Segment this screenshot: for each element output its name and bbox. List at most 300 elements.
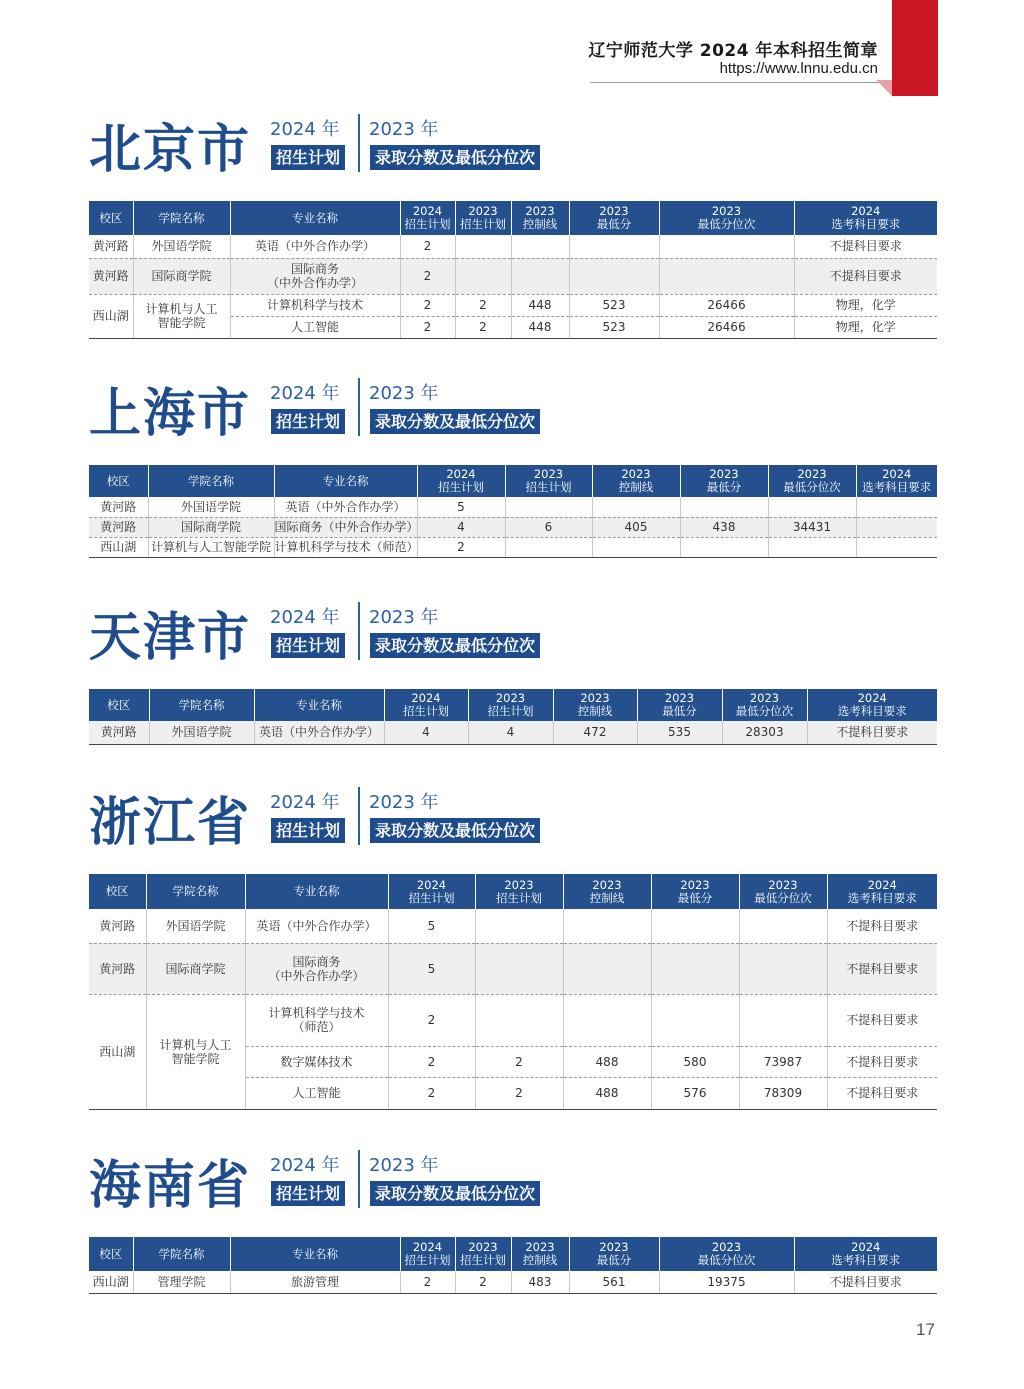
- year-2024-label: 2024 年: [270, 383, 340, 404]
- plan-2023-cell: [455, 235, 511, 258]
- year-2023-label: 2023 年: [369, 607, 439, 628]
- col-header-line: 控制线: [577, 704, 613, 718]
- control-line-cell: 448: [511, 316, 569, 338]
- section-beijing: [89, 119, 937, 334]
- plan-badge: 招生计划: [271, 818, 345, 843]
- year-divider: [358, 602, 360, 660]
- subject-requirement-cell: 不提科目要求: [827, 909, 937, 943]
- col-header-line: 2024: [412, 204, 443, 218]
- cell-line: （中外合作办学）: [266, 276, 363, 290]
- col-header-line: 2023: [468, 204, 498, 218]
- control-line-cell: 483: [511, 1271, 569, 1293]
- college-cell: 外国语学院: [133, 235, 230, 258]
- section-heading: [89, 384, 937, 444]
- cell-line: 国际商务: [290, 262, 339, 276]
- table-row: [89, 235, 937, 258]
- subject-requirement-cell: 不提科目要求: [827, 1046, 937, 1077]
- table-row: [89, 909, 937, 943]
- col-header-campus: 校区: [89, 689, 149, 721]
- cell-line: 计算机科学与技术: [268, 1006, 365, 1020]
- min-rank-cell: 26466: [659, 294, 794, 316]
- col-header-line: 2024: [412, 1240, 443, 1254]
- cell-line: 国际商务: [292, 954, 341, 969]
- college-cell: 外国语学院: [148, 497, 274, 517]
- col-header-control: [592, 465, 680, 497]
- control-line-cell: [511, 258, 569, 294]
- table-row: [89, 537, 937, 557]
- col-header-campus: 校区: [89, 465, 148, 497]
- table-row: [89, 1271, 937, 1293]
- col-header-line: 控制线: [522, 1253, 558, 1267]
- col-header-line: 2023: [599, 1240, 629, 1254]
- cell-line: 智能学院: [157, 316, 206, 330]
- col-header-line: 2023: [621, 467, 651, 481]
- major-cell: 计算机科学与技术（师范）: [274, 537, 417, 557]
- plan-2023-cell: 2: [455, 316, 511, 338]
- col-header-line: 2023: [664, 691, 695, 705]
- major-cell: [245, 994, 388, 1046]
- section-heading: [89, 793, 937, 853]
- col-header-line: 最低分位次: [754, 890, 812, 905]
- col-header-college: 学院名称: [146, 874, 245, 909]
- col-header-plan2024: [400, 1237, 455, 1271]
- col-header-line: 控制线: [589, 890, 625, 905]
- major-cell: 英语（中外合作办学）: [254, 721, 384, 744]
- col-header-college: 学院名称: [149, 689, 254, 721]
- col-header-plan2024: [388, 874, 475, 909]
- admissions-table: [89, 465, 937, 558]
- plan-badge: 招生计划: [271, 633, 345, 658]
- col-header-line: 招生计划: [460, 1253, 506, 1267]
- col-header-minrank: [768, 465, 856, 497]
- col-header-req: [827, 874, 937, 909]
- college-cell: [146, 994, 245, 1109]
- control-line-cell: 448: [511, 294, 569, 316]
- major-cell: 人工智能: [230, 316, 400, 338]
- major-cell: 数字媒体技术: [245, 1046, 388, 1077]
- plan-2024-cell: 2: [417, 537, 505, 557]
- campus-cell: 黄河路: [89, 497, 148, 517]
- section-zhejiang: [89, 792, 937, 1100]
- cell-line: 计算机与人工: [159, 1037, 232, 1052]
- campus-cell: 黄河路: [89, 909, 146, 943]
- col-header-line: 最低分: [596, 1253, 632, 1267]
- col-header-line: 选考科目要求: [847, 890, 917, 905]
- scores-badge: 录取分数及最低分位次: [370, 409, 540, 434]
- plan-2023-cell: 2: [475, 1077, 563, 1109]
- col-header-line: 招生计划: [496, 890, 542, 905]
- major-cell: 旅游管理: [230, 1271, 400, 1293]
- campus-cell: 黄河路: [89, 258, 133, 294]
- min-score-cell: 523: [569, 294, 659, 316]
- subject-requirement-cell: 物理，化学: [794, 316, 937, 338]
- min-rank-cell: 19375: [659, 1271, 794, 1293]
- admissions-table: [89, 1237, 937, 1294]
- plan-2024-cell: 2: [400, 316, 455, 338]
- min-score-cell: 561: [569, 1271, 659, 1293]
- col-header-plan2024: [400, 201, 455, 235]
- region-title: 天津市: [89, 608, 252, 668]
- col-header-line: 2023: [709, 467, 739, 481]
- year-2024-label: 2024 年: [270, 1155, 340, 1176]
- col-header-major: 专业名称: [274, 465, 417, 497]
- col-header-line: 2024: [416, 877, 447, 892]
- col-header-major: 专业名称: [230, 201, 400, 235]
- col-header-line: 最低分位次: [697, 217, 756, 231]
- section-heading: [89, 120, 937, 180]
- table-row: [89, 517, 937, 537]
- min-rank-cell: [768, 497, 856, 517]
- control-line-cell: [563, 994, 651, 1046]
- col-header-line: 2023: [768, 877, 798, 892]
- region-title: 浙江省: [89, 793, 252, 853]
- admissions-table: [89, 201, 937, 339]
- col-header-line: 最低分: [706, 480, 742, 494]
- col-header-line: 最低分位次: [783, 480, 841, 494]
- col-header-line: 招生计划: [438, 480, 484, 494]
- plan-badge: 招生计划: [271, 145, 345, 170]
- col-header-plan2024: [417, 465, 505, 497]
- major-cell: 英语（中外合作办学）: [230, 235, 400, 258]
- col-header-major: 专业名称: [254, 689, 384, 721]
- region-title: 上海市: [89, 384, 252, 444]
- col-header-line: 2023: [468, 1240, 498, 1254]
- col-header-line: 2023: [711, 1240, 742, 1254]
- year-divider: [358, 787, 360, 845]
- cell-line: （中外合作办学）: [268, 968, 365, 983]
- plan-2023-cell: 6: [505, 517, 592, 537]
- col-header-line: 2023: [592, 877, 622, 892]
- col-header-line: 最低分位次: [735, 704, 794, 718]
- col-header-control: [511, 1237, 569, 1271]
- table-row: [89, 497, 937, 517]
- col-header-minscore: [569, 201, 659, 235]
- plan-2023-cell: [475, 943, 563, 994]
- campus-cell: 黄河路: [89, 517, 148, 537]
- plan-2023-cell: [475, 994, 563, 1046]
- col-header-line: 2024: [882, 467, 912, 481]
- col-header-plan2024: [384, 689, 468, 721]
- corner-tab: [892, 0, 938, 96]
- campus-cell: 黄河路: [89, 943, 146, 994]
- subject-requirement-cell: 不提科目要求: [827, 943, 937, 994]
- plan-2023-cell: 2: [455, 294, 511, 316]
- col-header-line: 招生计划: [408, 890, 455, 905]
- plan-2024-cell: 2: [388, 1077, 475, 1109]
- col-header-req: [794, 1237, 937, 1271]
- col-header-line: 招生计划: [460, 217, 506, 231]
- min-rank-cell: [768, 537, 856, 557]
- admissions-table: [89, 689, 937, 745]
- plan-2024-cell: 4: [384, 721, 468, 744]
- plan-2024-cell: 2: [400, 294, 455, 316]
- min-rank-cell: 26466: [659, 316, 794, 338]
- col-header-line: 2023: [749, 691, 780, 705]
- subject-requirement-cell: [856, 517, 937, 537]
- year-2023-label: 2023 年: [369, 792, 439, 813]
- header-title: 辽宁师范大学 2024 年本科招生简章: [588, 41, 878, 61]
- major-cell: 人工智能: [245, 1077, 388, 1109]
- control-line-cell: [511, 235, 569, 258]
- col-header-req: [856, 465, 937, 497]
- col-header-plan2023: [468, 689, 553, 721]
- plan-2024-cell: 2: [400, 235, 455, 258]
- major-cell: 国际商务（中外合作办学）: [274, 517, 417, 537]
- major-cell: [230, 258, 400, 294]
- campus-cell: 西山湖: [89, 994, 146, 1109]
- min-score-cell: [680, 537, 768, 557]
- scores-badge: 录取分数及最低分位次: [370, 818, 540, 843]
- table-row: [89, 294, 937, 316]
- cell-line: （师范）: [292, 1020, 341, 1034]
- col-header-minrank: [659, 1237, 794, 1271]
- col-header-control: [563, 874, 651, 909]
- col-header-line: 2023: [495, 691, 526, 705]
- col-header-line: 2024: [851, 204, 881, 218]
- min-rank-cell: 34431: [768, 517, 856, 537]
- scores-badge: 录取分数及最低分位次: [370, 1181, 540, 1206]
- plan-2024-cell: 2: [388, 1046, 475, 1077]
- min-rank-cell: [659, 258, 794, 294]
- col-header-campus: 校区: [89, 201, 133, 235]
- col-header-minrank: [722, 689, 807, 721]
- col-header-line: 最低分: [596, 217, 632, 231]
- plan-2023-cell: [455, 258, 511, 294]
- col-header-campus: 校区: [89, 874, 146, 909]
- table-header-row: [89, 1237, 937, 1271]
- college-cell: 国际商学院: [148, 517, 274, 537]
- col-header-line: 控制线: [618, 480, 654, 494]
- min-rank-cell: [739, 994, 827, 1046]
- col-header-plan2023: [505, 465, 592, 497]
- page-number: 17: [916, 1320, 935, 1339]
- min-score-cell: 535: [637, 721, 722, 744]
- scores-badge: 录取分数及最低分位次: [370, 145, 540, 170]
- region-title: 北京市: [89, 120, 252, 180]
- year-divider: [358, 1150, 360, 1208]
- subject-requirement-cell: 不提科目要求: [827, 1077, 937, 1109]
- plan-badge: 招生计划: [271, 1181, 345, 1206]
- col-header-req: [794, 201, 937, 235]
- min-score-cell: [651, 943, 739, 994]
- table-row: [89, 721, 937, 744]
- plan-2023-cell: [505, 497, 592, 517]
- year-divider: [358, 378, 360, 436]
- col-header-line: 2024: [446, 467, 476, 481]
- min-score-cell: [651, 994, 739, 1046]
- col-header-line: 2023: [580, 691, 610, 705]
- col-header-minscore: [637, 689, 722, 721]
- campus-cell: 西山湖: [89, 1271, 133, 1293]
- plan-2023-cell: 2: [475, 1046, 563, 1077]
- min-score-cell: 576: [651, 1077, 739, 1109]
- col-header-college: 学院名称: [148, 465, 274, 497]
- col-header-control: [511, 201, 569, 235]
- major-cell: [245, 943, 388, 994]
- col-header-plan2023: [455, 201, 511, 235]
- region-title: 海南省: [89, 1156, 252, 1216]
- col-header-major: 专业名称: [245, 874, 388, 909]
- min-rank-cell: [659, 235, 794, 258]
- college-cell: 计算机与人工智能学院: [148, 537, 274, 557]
- control-line-cell: [592, 537, 680, 557]
- col-header-line: 2024: [851, 1240, 881, 1254]
- col-header-line: 招生计划: [487, 704, 534, 718]
- table-header-row: [89, 874, 937, 909]
- plan-2024-cell: 2: [388, 994, 475, 1046]
- college-cell: [133, 294, 230, 338]
- major-cell: 英语（中外合作办学）: [245, 909, 388, 943]
- subject-requirement-cell: [856, 537, 937, 557]
- college-cell: 外国语学院: [146, 909, 245, 943]
- header-url[interactable]: https://www.lnnu.edu.cn: [719, 60, 878, 77]
- col-header-line: 2023: [525, 204, 555, 218]
- col-header-college: 学院名称: [133, 201, 230, 235]
- campus-cell: 黄河路: [89, 235, 133, 258]
- col-header-line: 2023: [797, 467, 827, 481]
- college-cell: 管理学院: [133, 1271, 230, 1293]
- control-line-cell: 472: [553, 721, 637, 744]
- major-cell: 计算机科学与技术: [230, 294, 400, 316]
- college-cell: 国际商学院: [146, 943, 245, 994]
- col-header-line: 选考科目要求: [837, 704, 907, 718]
- min-rank-cell: 73987: [739, 1046, 827, 1077]
- subject-requirement-cell: 不提科目要求: [794, 1271, 937, 1293]
- min-score-cell: 580: [651, 1046, 739, 1077]
- col-header-minscore: [569, 1237, 659, 1271]
- col-header-line: 2023: [533, 467, 564, 481]
- table-header-row: [89, 465, 937, 497]
- col-header-plan2023: [475, 874, 563, 909]
- col-header-minscore: [651, 874, 739, 909]
- col-header-line: 选考科目要求: [831, 217, 901, 231]
- year-divider: [358, 114, 360, 172]
- col-header-line: 控制线: [522, 217, 558, 231]
- cell-line: 计算机与人工: [145, 302, 218, 316]
- control-line-cell: 488: [563, 1077, 651, 1109]
- col-header-line: 选考科目要求: [831, 1253, 901, 1267]
- col-header-line: 2023: [525, 1240, 555, 1254]
- min-rank-cell: 78309: [739, 1077, 827, 1109]
- year-2023-label: 2023 年: [369, 383, 439, 404]
- plan-2024-cell: 2: [400, 1271, 455, 1293]
- plan-2024-cell: 5: [388, 909, 475, 943]
- control-line-cell: 488: [563, 1046, 651, 1077]
- subject-requirement-cell: 不提科目要求: [827, 994, 937, 1046]
- col-header-line: 最低分: [662, 704, 697, 718]
- subject-requirement-cell: 不提科目要求: [807, 721, 937, 744]
- plan-2024-cell: 4: [417, 517, 505, 537]
- plan-2024-cell: 2: [400, 258, 455, 294]
- min-score-cell: [651, 909, 739, 943]
- col-header-line: 2024: [857, 691, 887, 705]
- subject-requirement-cell: 不提科目要求: [794, 258, 937, 294]
- plan-2023-cell: [505, 537, 592, 557]
- section-heading: [89, 1156, 937, 1216]
- col-header-line: 招生计划: [404, 217, 451, 231]
- col-header-control: [553, 689, 637, 721]
- col-header-line: 2024: [867, 877, 897, 892]
- section-hainan: [89, 1155, 937, 1289]
- col-header-line: 选考科目要求: [862, 480, 932, 494]
- year-2023-label: 2023 年: [369, 119, 439, 140]
- section-tianjin: [89, 607, 937, 740]
- col-header-line: 2023: [599, 204, 629, 218]
- col-header-minrank: [739, 874, 827, 909]
- table-row: [89, 258, 937, 294]
- section-shanghai: [89, 383, 937, 554]
- table-row: [89, 994, 937, 1046]
- min-score-cell: [569, 235, 659, 258]
- col-header-major: 专业名称: [230, 1237, 400, 1271]
- plan-2023-cell: [475, 909, 563, 943]
- year-2024-label: 2024 年: [270, 119, 340, 140]
- min-rank-cell: 28303: [722, 721, 807, 744]
- campus-cell: 西山湖: [89, 294, 133, 338]
- col-header-line: 招生计划: [403, 704, 449, 718]
- college-cell: 外国语学院: [149, 721, 254, 744]
- min-rank-cell: [739, 909, 827, 943]
- year-2024-label: 2024 年: [270, 607, 340, 628]
- section-heading: [89, 608, 937, 668]
- control-line-cell: [563, 943, 651, 994]
- min-rank-cell: [739, 943, 827, 994]
- col-header-minscore: [680, 465, 768, 497]
- col-header-line: 最低分位次: [697, 1253, 756, 1267]
- subject-requirement-cell: 物理，化学: [794, 294, 937, 316]
- col-header-req: [807, 689, 937, 721]
- table-header-row: [89, 201, 937, 235]
- plan-2023-cell: 4: [468, 721, 553, 744]
- campus-cell: 西山湖: [89, 537, 148, 557]
- subject-requirement-cell: 不提科目要求: [794, 235, 937, 258]
- campus-cell: 黄河路: [89, 721, 149, 744]
- col-header-line: 最低分: [677, 890, 713, 905]
- header-rule: [590, 82, 890, 83]
- col-header-plan2023: [455, 1237, 511, 1271]
- admissions-table: [89, 874, 937, 1110]
- table-row: [89, 943, 937, 994]
- scores-badge: 录取分数及最低分位次: [370, 633, 540, 658]
- col-header-line: 2023: [680, 877, 710, 892]
- subject-requirement-cell: [856, 497, 937, 517]
- col-header-line: 2023: [504, 877, 534, 892]
- control-line-cell: [563, 909, 651, 943]
- min-score-cell: [569, 258, 659, 294]
- plan-2023-cell: 2: [455, 1271, 511, 1293]
- col-header-line: 招生计划: [525, 480, 572, 494]
- year-2024-label: 2024 年: [270, 792, 340, 813]
- col-header-campus: 校区: [89, 1237, 133, 1271]
- plan-badge: 招生计划: [271, 409, 345, 434]
- plan-2024-cell: 5: [417, 497, 505, 517]
- col-header-line: 2023: [711, 204, 742, 218]
- table-header-row: [89, 689, 937, 721]
- min-score-cell: 438: [680, 517, 768, 537]
- col-header-minrank: [659, 201, 794, 235]
- major-cell: 英语（中外合作办学）: [274, 497, 417, 517]
- year-2023-label: 2023 年: [369, 1155, 439, 1176]
- cell-line: 智能学院: [171, 1051, 220, 1066]
- min-score-cell: 523: [569, 316, 659, 338]
- control-line-cell: 405: [592, 517, 680, 537]
- control-line-cell: [592, 497, 680, 517]
- college-cell: 国际商学院: [133, 258, 230, 294]
- col-header-line: 2024: [411, 691, 441, 705]
- plan-2024-cell: 5: [388, 943, 475, 994]
- col-header-college: 学院名称: [133, 1237, 230, 1271]
- min-score-cell: [680, 497, 768, 517]
